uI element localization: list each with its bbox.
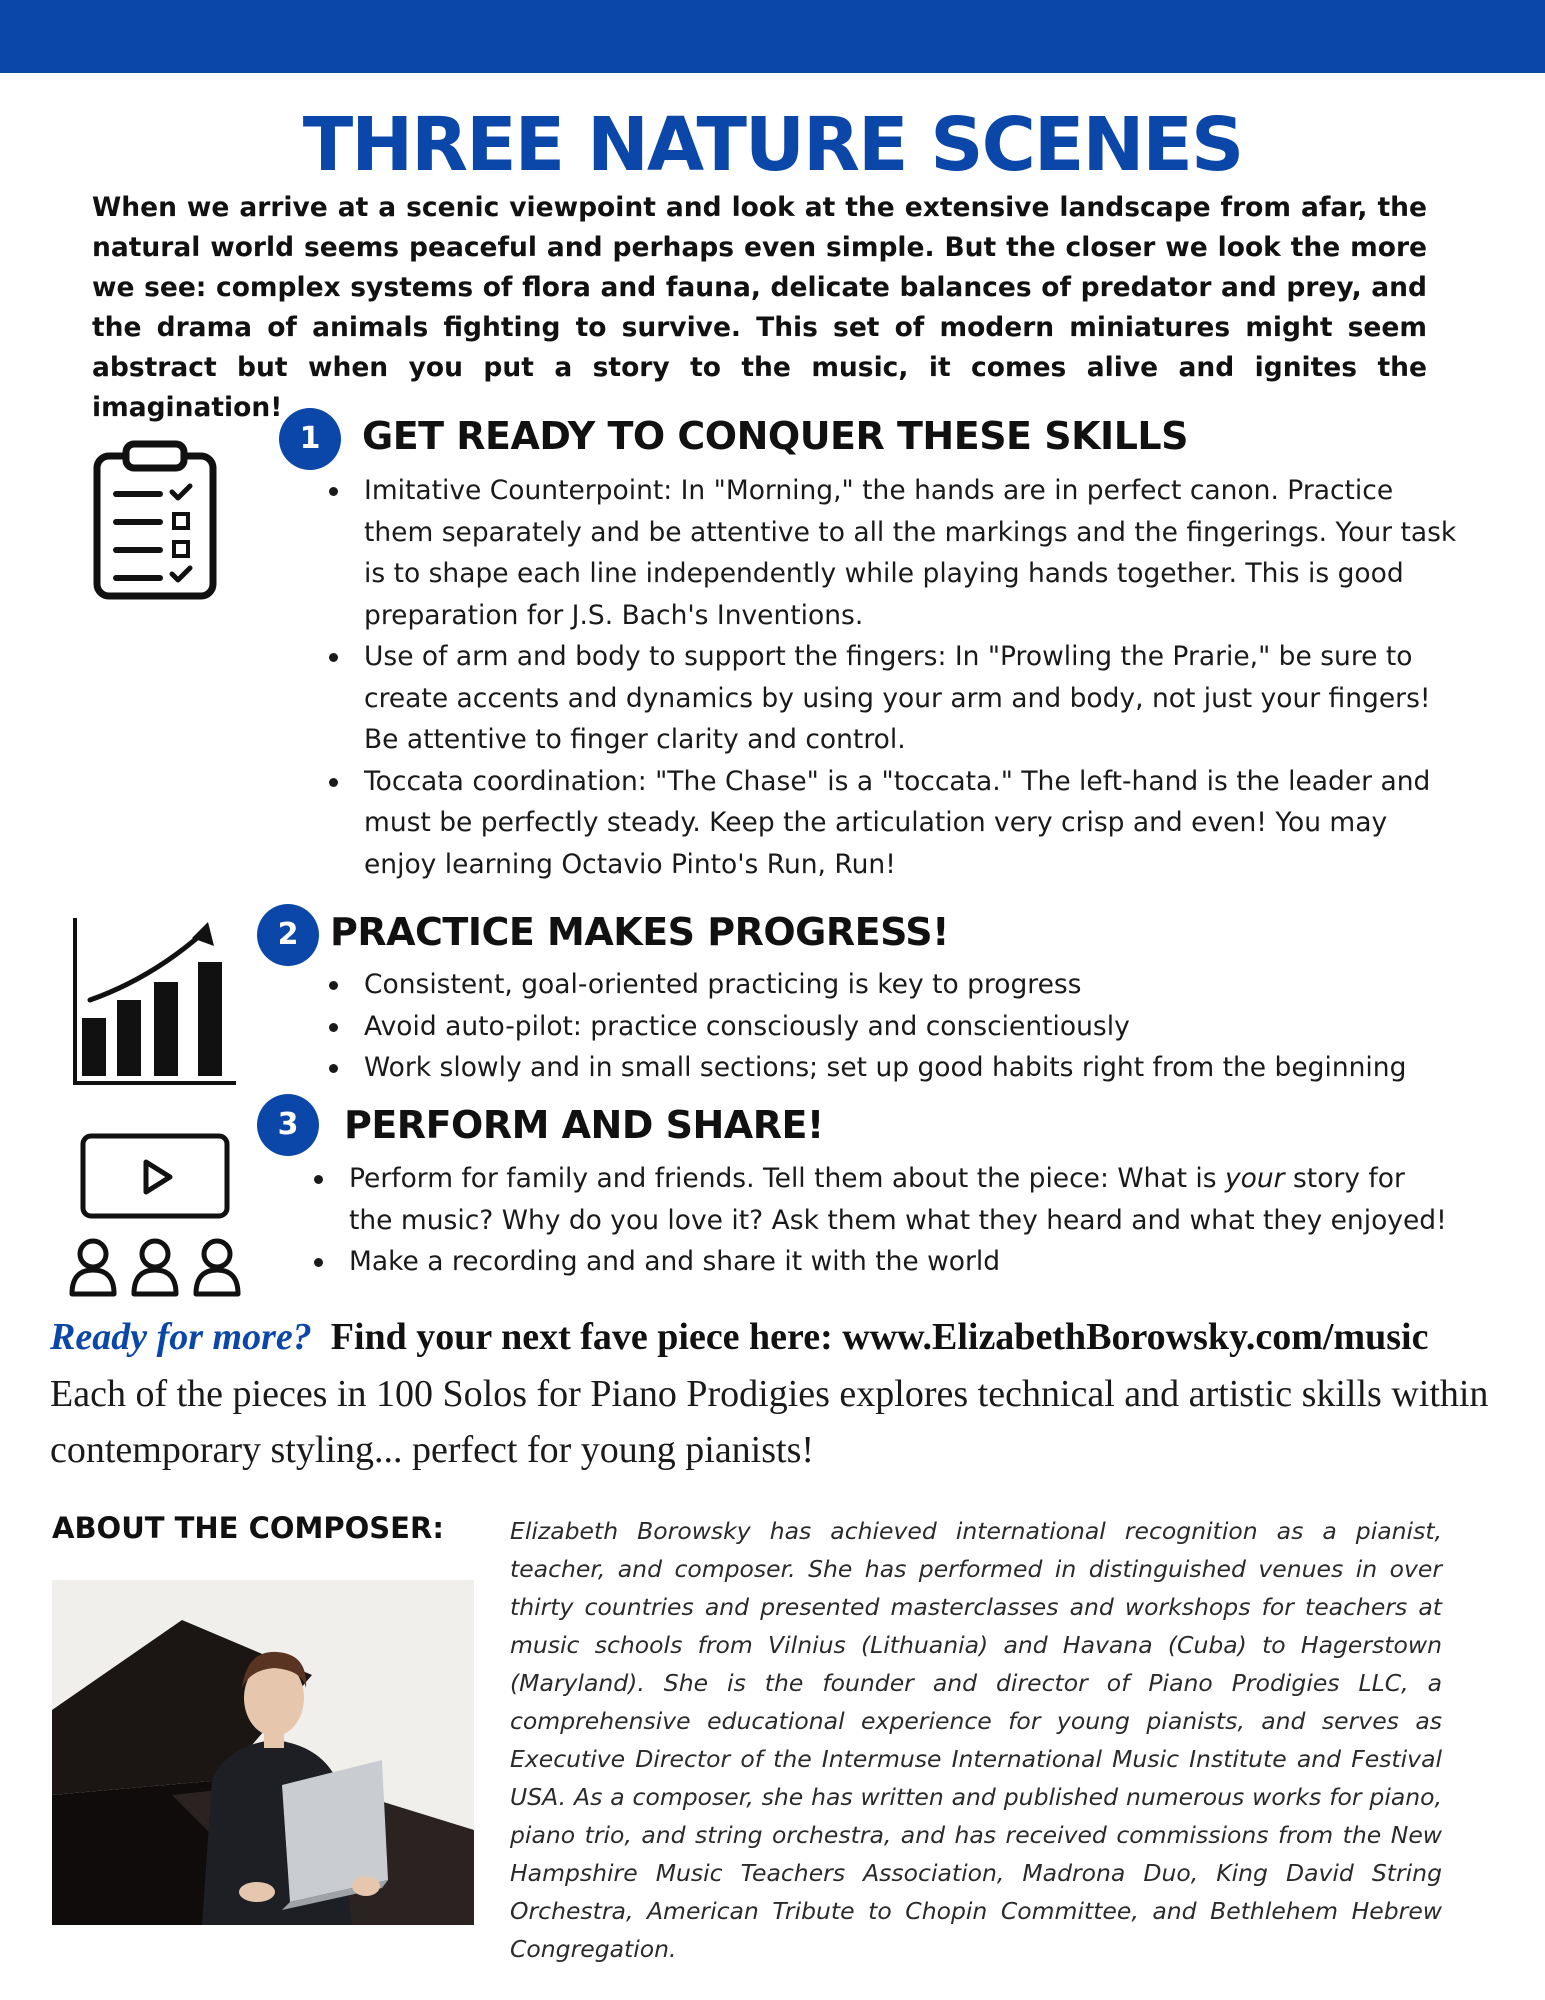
step-badge-1: 1 xyxy=(279,408,341,470)
practice-list xyxy=(326,964,1466,1089)
collection-description: Each of the pieces in 100 Solos for Piano Prodigies explores technical and artistic skills within contemporary styling... perfect for young pianists! xyxy=(50,1373,1489,1471)
step-badge-3: 3 xyxy=(257,1094,319,1156)
section-heading-perform: PERFORM AND SHARE! xyxy=(344,1103,824,1147)
emphasis-text: your xyxy=(1224,1163,1285,1194)
composer-bio: Elizabeth Borowsky has achieved international recognition as a pianist, teacher, and composer. She has performed in distinguished venues in over thirty countries and presented masterclasses and workshops for teachers at music schools from Vilnius (Lithuania) and Havana (Cuba) to Hagerstown (Maryland). She is the founder and director of Piano Prodigies LLC, a comprehensive educational experience for young pianists, and serves as Executive Director of the Intermuse International Music Institute and Festival USA. As a composer, she has written and published numerous works for piano, piano trio, and string orchestra, and has received commissions from the New Hampshire Music Teachers Association, Madrona Duo, King David String Orchestra, American Tribute to Chopin Committee, and Bethlehem Hebrew Congregation. xyxy=(510,1517,1442,1963)
ready-for-more-label: Ready for more? xyxy=(50,1316,312,1358)
top-banner xyxy=(0,0,1545,73)
perform-list xyxy=(311,1158,1451,1283)
growth-chart-icon xyxy=(72,918,238,1088)
list-item: Avoid auto-pilot: practice consciously and conscientiously xyxy=(326,1006,1466,1048)
skills-list xyxy=(326,470,1466,885)
section-heading-practice: PRACTICE MAKES PROGRESS! xyxy=(330,910,949,954)
page-title: THREE NATURE SCENES xyxy=(302,102,1243,188)
ready-for-more-line xyxy=(50,1310,1500,1364)
list-item: Toccata coordination: "The Chase" is a "toccata." The left-hand is the leader and must be perfectly steady. Keep the articulation very crisp and even! You may enjoy learning Octavio Pinto's Run, Run! xyxy=(326,761,1466,886)
list-item: Consistent, goal-oriented practicing is key to progress xyxy=(326,964,1466,1006)
section-heading-skills: GET READY TO CONQUER THESE SKILLS xyxy=(362,414,1188,458)
list-item: Perform for family and friends. Tell them about the piece: What is your story for the music? Why do you love it? Ask them what they heard and what they enjoyed! xyxy=(311,1158,1451,1241)
list-item: Imitative Counterpoint: In "Morning," the hands are in perfect canon. Practice them separately and be attentive to all the markings and the fingerings. Your task is to shape each line independently while playing hands together. This is good preparation for J.S. Bach's Inventions. xyxy=(326,470,1466,636)
list-item: Make a recording and and share it with the world xyxy=(311,1241,1451,1283)
step-badge-2: 2 xyxy=(257,904,319,966)
list-item: Use of arm and body to support the fingers: In "Prowling the Prarie," be sure to create accents and dynamics by using your arm and body, not just your fingers! Be attentive to finger clarity and control. xyxy=(326,636,1466,761)
list-item: Work slowly and in small sections; set up good habits right from the beginning xyxy=(326,1047,1466,1089)
clipboard-checklist-icon xyxy=(92,440,218,602)
intro-paragraph: When we arrive at a scenic viewpoint and look at the extensive landscape from afar, the natural world seems peaceful and perhaps even simple. But the closer we look the more we see: complex systems of flora and fauna, delicate balances of predator and prey, and the drama of animals fighting to survive. This set of modern miniatures might seem abstract but when you put a story to the music, it comes alive and ignites the imagination! xyxy=(92,192,1427,423)
composer-portrait-photo xyxy=(52,1580,474,1925)
about-heading: ABOUT THE COMPOSER: xyxy=(52,1511,444,1545)
website-link[interactable]: Find your next fave piece here: www.ElizabethBorowsky.com/music xyxy=(330,1316,1429,1358)
video-audience-icon xyxy=(68,1132,244,1300)
